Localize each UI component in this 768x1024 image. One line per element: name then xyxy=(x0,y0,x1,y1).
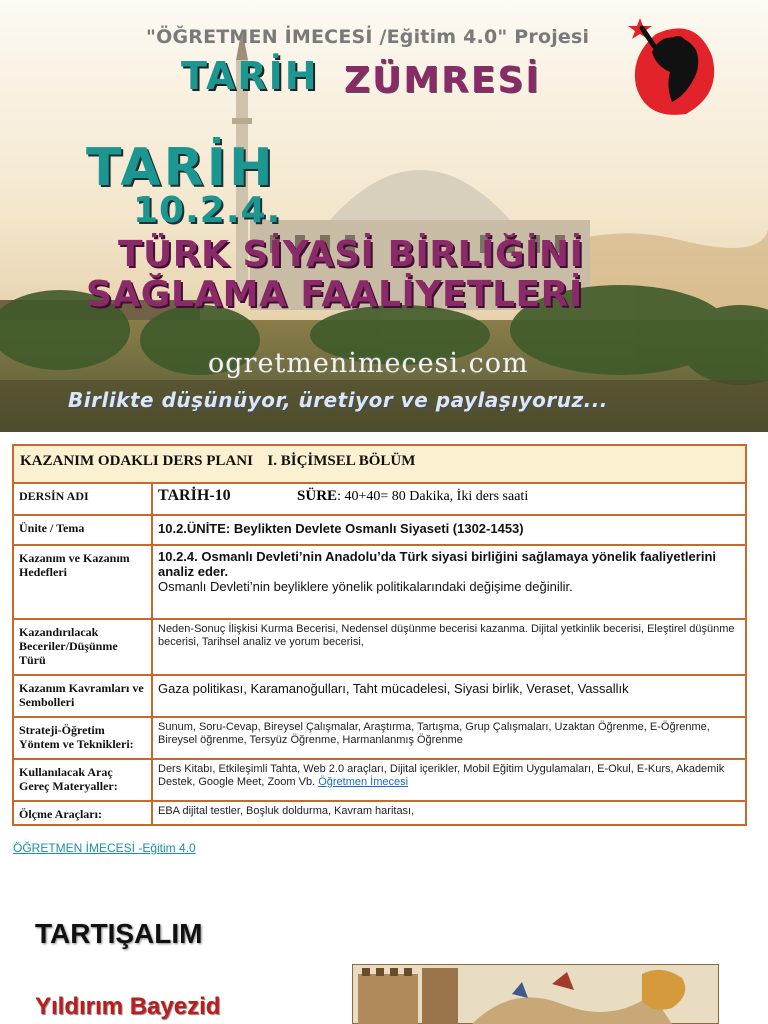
table-row xyxy=(13,515,746,545)
ders-label: DERSİN ADI xyxy=(13,483,152,515)
kavram-label: Kazanım Kavramları ve Sembolleri xyxy=(13,675,152,717)
kazanim-label: Kazanım ve Kazanım Hedefleri xyxy=(13,545,152,619)
site-watermark: ogretmenimecesi.com xyxy=(208,348,529,379)
unite-value: 10.2.ÜNİTE: Beylikten Devlete Osmanlı Siyaseti (1302-1453) xyxy=(152,515,746,545)
kavram-value: Gaza politikası, Karamanoğulları, Taht mücadelesi, Siyasi birlik, Veraset, Vassallık xyxy=(152,675,746,717)
table-row xyxy=(13,619,746,675)
beceri-value: Neden-Sonuç İlişkisi Kurma Becerisi, Nedensel düşünme becerisi kazanma. Dijital yetkinlik becerisi, Eleştirel düşünme becerisi, Tarihsel analiz ve yorum becerisi, xyxy=(152,619,746,675)
table-header-cell xyxy=(13,445,746,483)
section-title: TARTIŞALIM xyxy=(35,918,203,949)
kazanim-cell xyxy=(152,545,746,619)
beceri-label: Kazandırılacak Beceriler/Düşünme Türü xyxy=(13,619,152,675)
table-row xyxy=(13,759,746,801)
table-row xyxy=(13,675,746,717)
strateji-value: Sunum, Soru-Cevap, Bireysel Çalışmalar, Araştırma, Tartışma, Grup Çalışmaları, Uzaktan Öğrenme, E-Öğrenme, Bireysel öğrenme, Tersyüz Öğrenme, Harmanlanmış Öğrenme xyxy=(152,717,746,759)
project-title: "ÖĞRETMEN İMECESİ /Eğitim 4.0" Projesi xyxy=(146,26,590,48)
tarih-small-title: TARİH xyxy=(181,54,319,98)
painting-image xyxy=(352,964,719,1024)
lesson-plan-table xyxy=(12,444,747,826)
table-row xyxy=(13,545,746,619)
unite-label: Ünite / Tema xyxy=(13,515,152,545)
ders-value: TARİH-10 xyxy=(158,487,231,504)
olcme-label: Ölçme Araçları: xyxy=(13,801,152,825)
olcme-value: EBA dijital testler, Boşluk doldurma, Kavram haritası, xyxy=(152,801,746,825)
slogan: Birlikte düşünüyor, üretiyor ve paylaşıyoruz... xyxy=(68,388,608,412)
sure-label: SÜRE xyxy=(297,488,338,504)
table-row xyxy=(13,483,746,515)
lesson-title-line2: SAĞLAMA FAALİYETLERİ xyxy=(86,274,583,315)
plan-section: I. BİÇİMSEL BÖLÜM xyxy=(267,453,416,469)
ders-cell xyxy=(152,483,746,515)
subsection-title: Yıldırım Bayezid xyxy=(35,993,221,1020)
strateji-label: Strateji-Öğretim Yöntem ve Teknikleri: xyxy=(13,717,152,759)
arac-value: Ders Kitabı, Etkileşimli Tahta, Web 2.0 araçları, Dijital içerikler, Mobil Eğitim Uygulamaları, E-Okul, E-Kurs, Akademik Destek, Google Meet, Zoom Vb. xyxy=(158,763,725,788)
ogretmen-imecesi-link[interactable]: Öğretmen İmecesi xyxy=(318,776,409,788)
sure-value: : 40+40= 80 Dakika, İki ders saati xyxy=(337,489,529,504)
arac-cell xyxy=(152,759,746,801)
table-row xyxy=(13,717,746,759)
table-row xyxy=(13,801,746,825)
lesson-title-line1: TÜRK SİYASİ BİRLİĞİNİ xyxy=(118,234,584,275)
lesson-code: 10.2.4. xyxy=(133,190,282,231)
footer-link[interactable]: ÖĞRETMEN İMECESİ -Eğitim 4.0 xyxy=(13,841,196,855)
zumre-title: ZÜMRESİ xyxy=(344,60,541,101)
kazanim-value: Osmanlı Devleti’nin beyliklere yönelik politikalarındaki değişime değinilir. xyxy=(158,579,573,594)
tarih-big-title: TARİH xyxy=(86,138,276,198)
arac-label: Kullanılacak Araç Gereç Materyaller: xyxy=(13,759,152,801)
plan-title: KAZANIM ODAKLI DERS PLANI xyxy=(20,453,253,469)
table-header-row xyxy=(13,445,746,483)
teacher-logo-icon xyxy=(626,16,720,120)
kazanim-value-bold: 10.2.4. Osmanlı Devleti’nin Anadolu’da Türk siyasi birliğini sağlamaya yönelik faaliyetlerini analiz eder. xyxy=(158,549,716,579)
battle-painting xyxy=(352,964,719,1024)
header-banner xyxy=(0,0,768,432)
